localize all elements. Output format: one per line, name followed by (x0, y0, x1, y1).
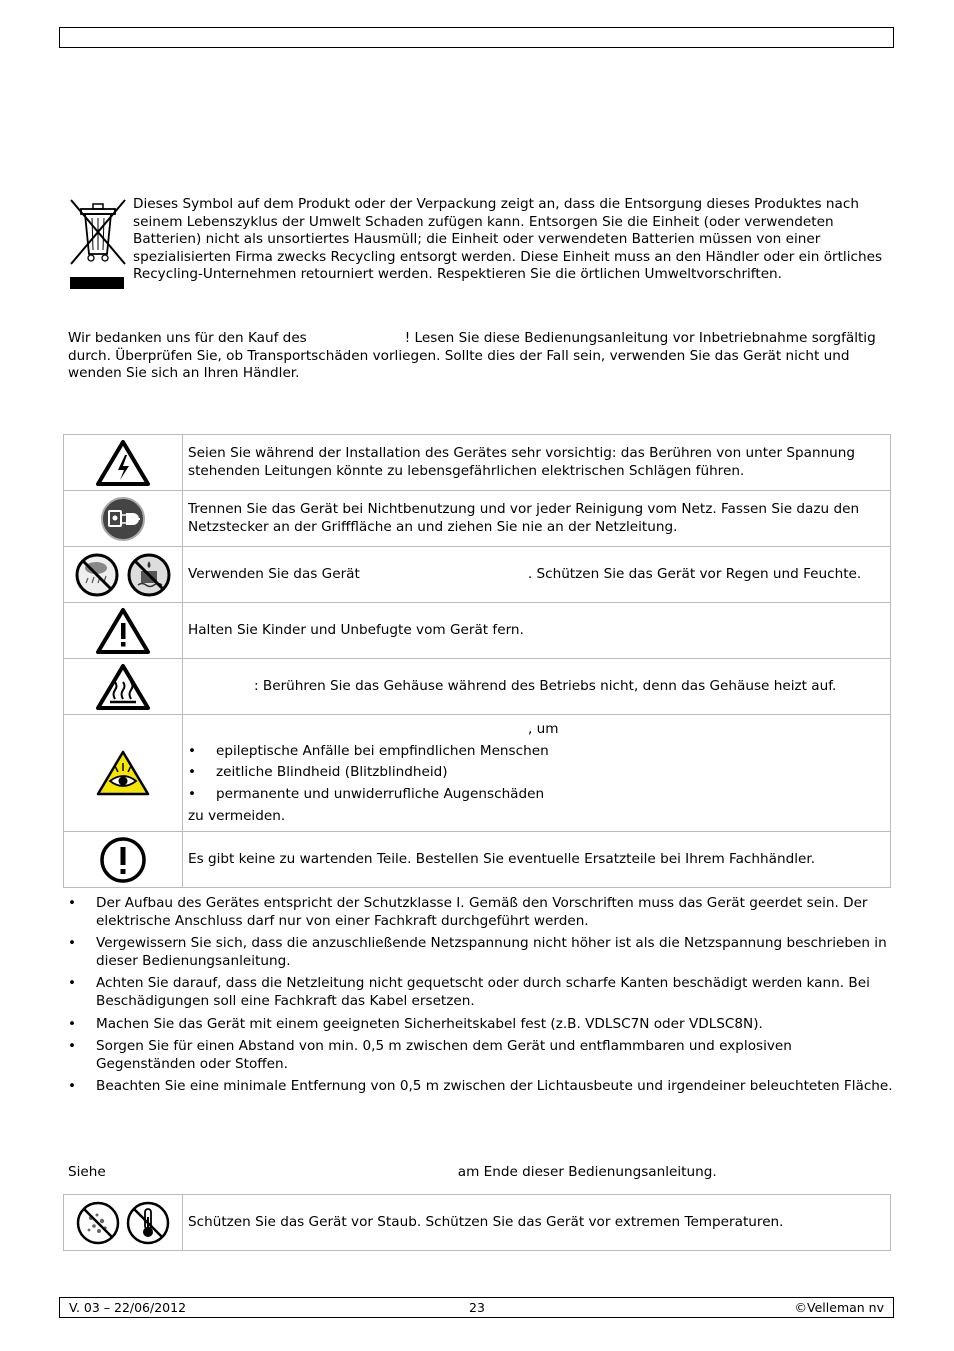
header-box (59, 27, 894, 48)
hot-surface-icon (95, 663, 151, 711)
weee-disposal-text: Dieses Symbol auf dem Produkt oder der Verpackung zeigt an, dass die Entsorgung dieses Produktes nach seinem Lebenszyklus der Umwelt Schaden zufügen kann. Entsorgen Sie die Einheit (oder verwendeten Batterien) nicht als unsortiertes Hausmüll; die Einheit oder verwendeten Batterien müssen von einer spezialisierten Firma zwecks Recycling entsorgt werden. Diese Einheit muss an den Händler oder ein örtliches Recycling-Unternehmen retourniert werden. Respektieren Sie die örtlichen Umweltvorschriften. (133, 196, 883, 283)
warning-hot-text: : Berühren Sie das Gehäuse während des Betriebs nicht, denn das Gehäuse heizt auf. (183, 659, 891, 715)
unplug-icon (100, 496, 146, 542)
list-item: • Sorgen Sie für einen Abstand von min. 0,5 m zwischen dem Gerät und entflammbaren und explosiven Gegenständen oder Stoffen. (68, 1038, 894, 1073)
eye-risk-list (188, 743, 885, 804)
list-item: • Machen Sie das Gerät mit einem geeigneten Sicherheitskabel fest (z.B. VDLSC7N oder VDLSC8N). (68, 1016, 894, 1034)
warning-shock-text: Seien Sie während der Installation des Gerätes sehr vorsichtig: das Berühren von unter Spannung stehenden Leitungen könnte zu lebensgefährlichen elektrischen Schlägen führen. (183, 435, 891, 491)
warning-row-indoor (64, 547, 891, 603)
environment-table (63, 1194, 891, 1251)
safety-warnings-table (63, 434, 891, 888)
high-voltage-icon (95, 439, 151, 487)
weee-bin-icon (67, 198, 129, 290)
no-dust-icon (75, 1200, 121, 1246)
warning-icon (95, 607, 151, 655)
no-rain-icon (74, 552, 120, 598)
footer-page-number: 23 (469, 1300, 485, 1315)
warning-row-hot (64, 659, 891, 715)
list-item: • permanente und unwiderrufliche Augenschäden (188, 786, 885, 804)
list-item: • Der Aufbau des Gerätes entspricht der Schutzklasse I. Gemäß den Vorschriften muss das Gerät geerdet sein. Der elektrische Anschluss darf nur von einer Fachkraft durchgeführt werden. (68, 895, 894, 930)
siehe-line: Siehe am Ende dieser Bedienungsanleitung. (68, 1164, 717, 1180)
intro-paragraph: Wir bedanken uns für den Kauf des ! Lesen Sie diese Bedienungsanleitung vor Inbetriebnahme sorgfältig durch. Überprüfen Sie, ob Transportschäden vorliegen. Sollte dies der Fall sein, verwenden Sie das Gerät nicht und wenden Sie sich an Ihren Händler. (68, 330, 876, 382)
list-item: • epileptische Anfälle bei empfindlichen Menschen (188, 743, 885, 761)
env-text: Schützen Sie das Gerät vor Staub. Schützen Sie das Gerät vor extremen Temperaturen. (183, 1195, 891, 1251)
warning-indoor-text: Verwenden Sie das Gerät . Schützen Sie das Gerät vor Regen und Feuchte. (183, 547, 891, 603)
list-item: • Achten Sie darauf, dass die Netzleitung nicht gequetscht oder durch scharfe Kanten beschädigt werden kann. Bei Beschädigungen soll eine Fachkraft das Kabel ersetzen. (68, 975, 894, 1010)
footer-box (59, 1297, 894, 1318)
warning-service-text: Es gibt keine zu wartenden Teile. Bestellen Sie eventuelle Ersatzteile bei Ihrem Fachhändler. (183, 832, 891, 888)
guidelines-list (68, 895, 894, 1101)
no-extreme-temperature-icon (125, 1200, 171, 1246)
eye-hazard-icon (95, 749, 151, 797)
footer-copyright: ©Velleman nv (794, 1300, 884, 1315)
footer-version: V. 03 – 22/06/2012 (69, 1300, 187, 1315)
warning-unplug-text: Trennen Sie das Gerät bei Nichtbenutzung und vor jeder Reinigung vom Netz. Fassen Sie dazu den Netzstecker an der Grifffläche an und ziehen Sie nie an der Netzleitung. (183, 491, 891, 547)
list-item: • Beachten Sie eine minimale Entfernung von 0,5 m zwischen der Lichtausbeute und irgendeiner beleuchteten Fläche. (68, 1078, 894, 1096)
list-item: • zeitliche Blindheid (Blitzblindheid) (188, 764, 885, 782)
list-item: • Vergewissern Sie sich, dass die anzuschließende Netzspannung nicht höher ist als die Netzspannung beschrieben in dieser Bedienungsanleitung. (68, 935, 894, 970)
warning-row-unplug (64, 491, 891, 547)
warning-row-eye (64, 715, 891, 832)
warning-row-shock (64, 435, 891, 491)
warning-row-service (64, 832, 891, 888)
env-row (64, 1195, 891, 1251)
warning-children-text: Halten Sie Kinder und Unbefugte vom Gerät fern. (183, 603, 891, 659)
no-moisture-icon (126, 552, 172, 598)
warning-eye-text: , um • epileptische Anfälle bei empfindlichen Menschen • zeitliche Blindheid (Blitzblindheid) • permanente und unwiderrufliche Augenschäden zu vermeiden. (183, 715, 891, 832)
info-icon (98, 836, 148, 884)
warning-row-children (64, 603, 891, 659)
